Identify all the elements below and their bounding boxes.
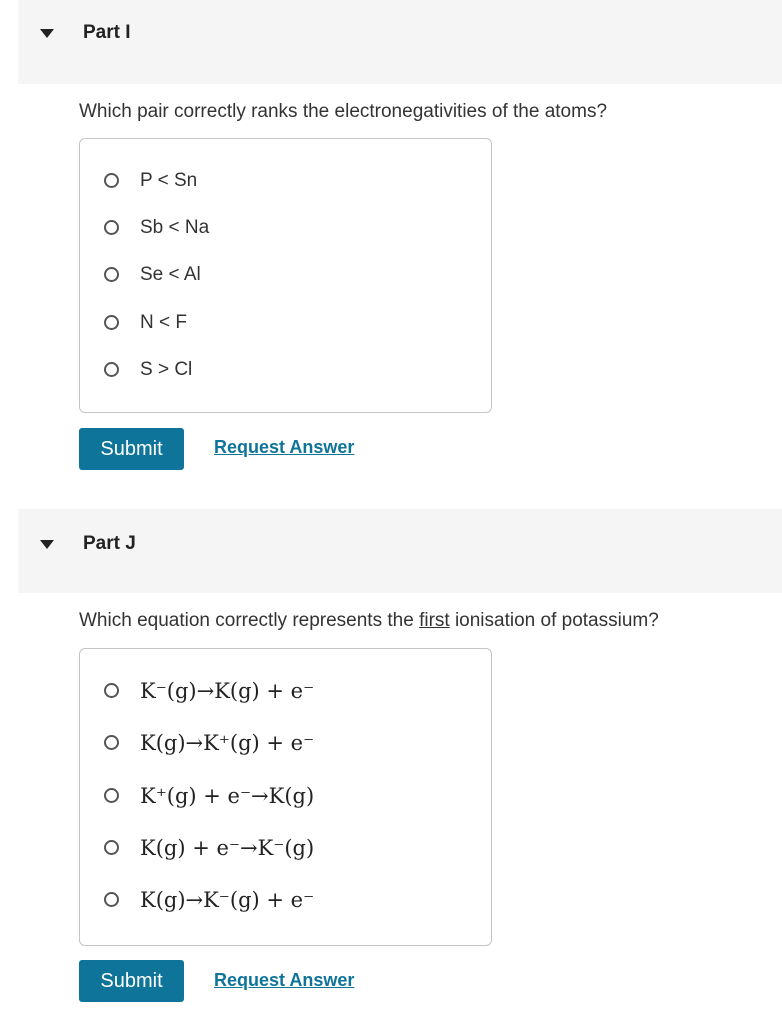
question-text-end: ionisation of potassium? [449, 610, 659, 631]
choice-label: S > Cl [140, 359, 193, 380]
choice-option[interactable] [104, 169, 464, 195]
radio-button[interactable] [104, 840, 119, 855]
question-emphasis: first [419, 610, 450, 631]
answer-choices [79, 648, 492, 946]
radio-button[interactable] [104, 788, 119, 803]
radio-button[interactable] [104, 892, 119, 907]
radio-button[interactable] [104, 735, 119, 750]
choice-option[interactable] [104, 679, 464, 705]
question-text [79, 610, 659, 632]
part-i-header[interactable] [18, 0, 782, 84]
question-text: Which pair correctly ranks the electronegativities of the atoms? [79, 101, 608, 122]
choice-label: Sb < Na [140, 217, 210, 238]
choice-option[interactable] [104, 216, 464, 242]
choice-equation: K(g)→K⁻(g) + e⁻ [140, 888, 315, 912]
choice-equation: K⁺(g) + e⁻→K(g) [140, 784, 315, 808]
part-title: Part J [83, 533, 136, 554]
radio-button[interactable] [104, 173, 119, 188]
choice-option[interactable] [104, 358, 464, 384]
radio-button[interactable] [104, 315, 119, 330]
collapse-triangle-icon[interactable] [40, 540, 54, 549]
request-answer-link[interactable]: Request Answer [214, 970, 355, 990]
radio-button[interactable] [104, 362, 119, 377]
part-j-header[interactable] [18, 509, 782, 593]
part-title: Part I [83, 22, 131, 43]
collapse-triangle-icon[interactable] [40, 29, 54, 38]
choice-option[interactable] [104, 263, 464, 289]
choice-equation: K(g)→K⁺(g) + e⁻ [140, 731, 315, 755]
question-text-start: Which equation correctly represents the [79, 610, 420, 631]
choice-label: P < Sn [140, 170, 198, 191]
choice-option[interactable] [104, 311, 464, 337]
choice-option[interactable] [104, 731, 464, 757]
choice-option[interactable] [104, 888, 464, 914]
radio-button[interactable] [104, 220, 119, 235]
choice-label: Se < Al [140, 264, 201, 285]
submit-button[interactable]: Submit [79, 428, 184, 470]
choice-option[interactable] [104, 784, 464, 810]
radio-button[interactable] [104, 267, 119, 282]
request-answer-link[interactable]: Request Answer [214, 437, 355, 457]
choice-equation: K(g) + e⁻→K⁻(g) [140, 836, 315, 860]
choice-label: N < F [140, 312, 187, 333]
choice-option[interactable] [104, 836, 464, 862]
choice-equation: K⁻(g)→K(g) + e⁻ [140, 679, 315, 703]
radio-button[interactable] [104, 683, 119, 698]
submit-button[interactable]: Submit [79, 960, 184, 1002]
answer-choices [79, 138, 492, 413]
